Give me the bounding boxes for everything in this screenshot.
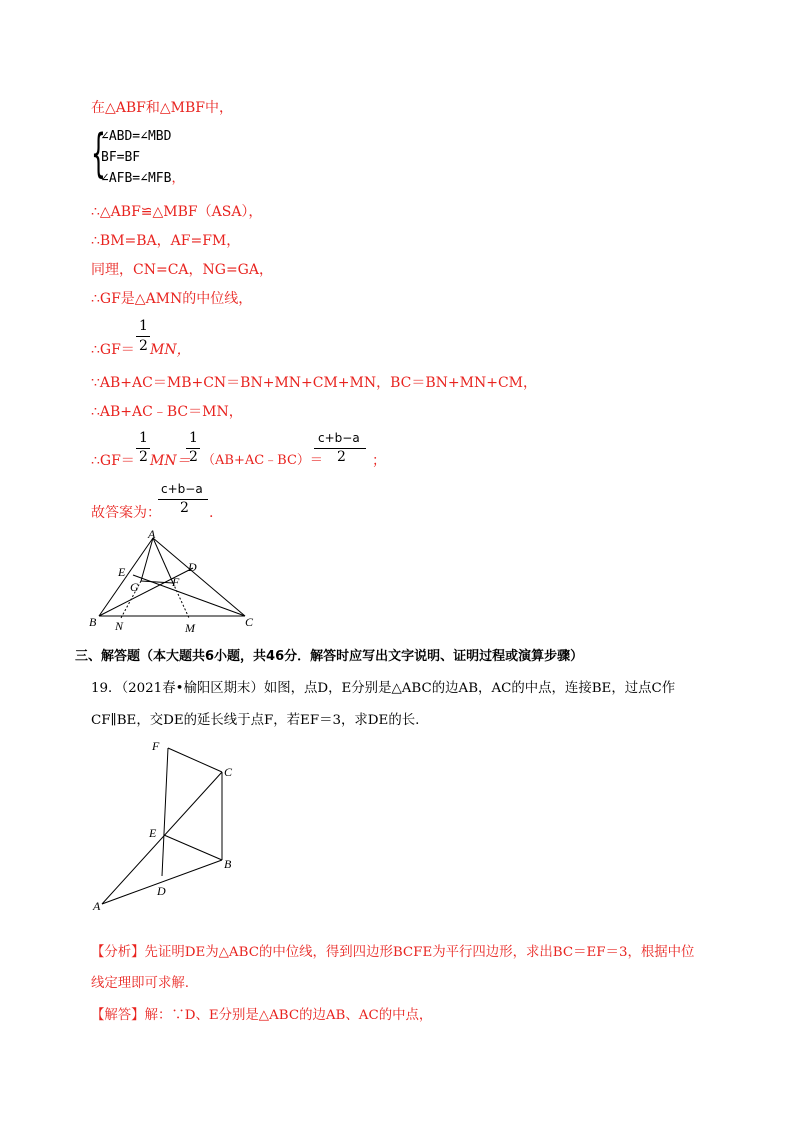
sol-line-9-post: ； (372, 453, 386, 469)
answer-line (91, 1007, 432, 1025)
fig1-label-M: M (185, 621, 195, 635)
sol-line-2: ∴△ABF≌△MBF（ASA）， (91, 204, 263, 220)
frac-9b-num: 1 (189, 430, 198, 446)
answer-tag: 【解答】 (91, 1008, 145, 1023)
fig2-label-F: F (152, 739, 160, 753)
section-3-title: 三、解答题（本大题共6小题，共46分．解答时应写出文字说明、证明过程或演算步骤） (75, 649, 584, 664)
fig2-label-C: C (224, 765, 233, 779)
frac-9c-den: 2 (337, 449, 346, 465)
frac-6-num: 1 (139, 318, 148, 334)
system-eq-1: ∠ABD=∠MBD (101, 129, 172, 144)
sol-line-6-post: MN， (150, 342, 191, 358)
fig1-label-G: G (130, 580, 139, 594)
sol-line-5: ∴GF是△AMN的中位线， (91, 291, 253, 307)
sol-line-3: ∴BM=BA，AF=FM， (91, 233, 241, 249)
frac-9a-den: 2 (139, 449, 148, 465)
system-eq-2: BF=BF (101, 150, 141, 165)
frac-9c-num: c+b−a (318, 431, 360, 445)
figure-1-triangle (85, 528, 270, 638)
fig2-label-B: B (224, 857, 232, 871)
system-eq-3-text: ∠AFB=∠MFB (101, 171, 172, 186)
system-brace: { (91, 124, 106, 184)
fig1-label-B: B (89, 615, 97, 629)
answer-text: 解：∵D、E分别是△ABC的边AB、AC的中点， (144, 1008, 433, 1023)
sol-line-9-mid: MN＝ (150, 453, 191, 469)
sol-line-8: ∴AB+AC﹣BC＝MN， (91, 404, 243, 420)
frac-9a-num: 1 (139, 430, 148, 446)
ans-frac-den: 2 (180, 500, 189, 516)
fig1-label-N: N (115, 619, 124, 633)
sol-line-7: ∵AB+AC＝MB+CN＝BN+MN+CM+MN，BC＝BN+MN+CM， (91, 375, 538, 391)
fig1-label-F: F (172, 575, 180, 589)
analysis-line-1: 【分析】先证明DE为△ABC的中位线，得到四边形BCFE为平行四边形，求出BC＝EF＝3，根据中位 (91, 945, 695, 960)
figure-2-parallelogram (90, 738, 250, 918)
fig2-label-D: D (157, 884, 166, 898)
fig2-label-A: A (93, 899, 101, 913)
sol-line-9-pre: ∴GF＝ (91, 453, 135, 469)
fig2-label-E: E (149, 826, 157, 840)
sol-line-1: 在△ABF和△MBF中， (91, 100, 233, 116)
sol-line-6-pre: ∴GF＝ (91, 342, 135, 358)
frac-6-bar (136, 336, 150, 337)
frac-9b-den: 2 (189, 449, 198, 465)
fig1-label-D: D (188, 560, 197, 574)
ans-post: . (209, 505, 214, 521)
system-eq-3-tail: ， (171, 171, 185, 186)
fig1-label-A: A (148, 528, 156, 541)
fig1-label-C: C (245, 615, 254, 629)
q19-line-1: 19．（2021春•榆阳区期末）如图，点D，E分别是△ABC的边AB，AC的中点，连接BE，过点C作 (91, 681, 676, 696)
system-eq-3 (101, 170, 184, 188)
fig1-label-E: E (118, 565, 126, 579)
analysis-line-2: 线定理即可求解. (91, 976, 189, 991)
ans-pre: 故答案为： (91, 505, 161, 521)
frac-6-den: 2 (139, 338, 148, 354)
sol-line-9-mid2: （AB+AC﹣BC）＝ (202, 453, 323, 468)
sol-line-4: 同理，CN=CA，NG=GA， (91, 262, 273, 278)
q19-line-2: CF∥BE，交DE的延长线于点F，若EF＝3，求DE的长. (91, 713, 420, 728)
ans-frac-num: c+b−a (161, 482, 203, 496)
